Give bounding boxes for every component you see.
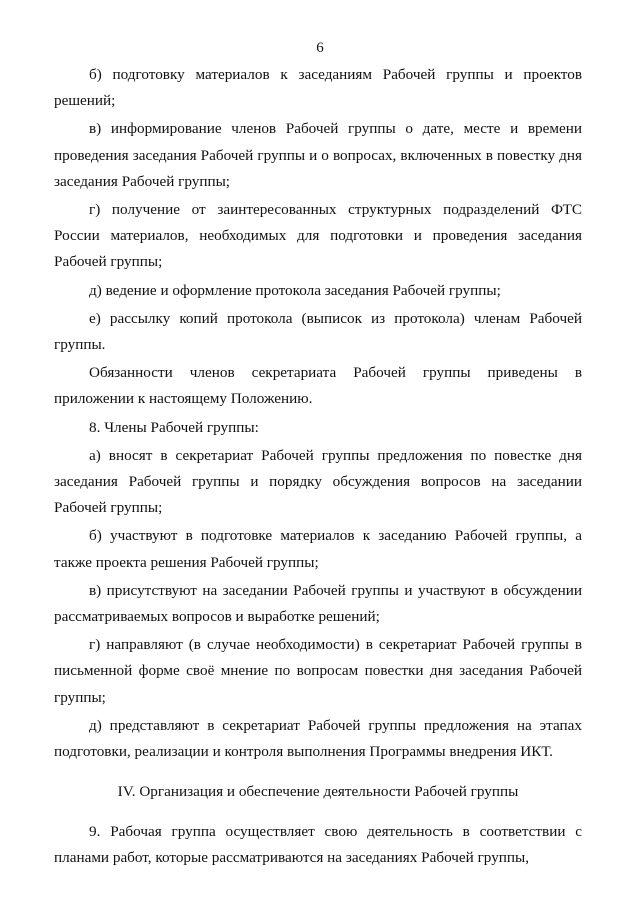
paragraph-8a: а) вносят в секретариат Рабочей группы предложения по повестке дня заседания Рабочей группы и порядку обсуждения вопросов на заседании Рабочей группы; [54,446,582,517]
page-number: 6 [316,40,324,56]
paragraph-7g: г) получение от заинтересованных структурных подразделений ФТС России материалов, необходимых для подготовки и проведения заседания Рабочей группы; [54,201,582,271]
paragraph-8d: д) представляют в секретариат Рабочей группы предложения на этапах подготовки, реализации и контроля выполнения Программы внедрения ИКТ. [54,716,582,761]
paragraph-7v: в) информирование членов Рабочей группы о дате, месте и времени проведения заседания Рабочей группы и о вопросах, включенных в повестку дня заседания Рабочей группы; [54,120,582,190]
paragraph-8v: в) присутствуют на заседании Рабочей группы и участвуют в обсуждении рассматриваемых вопросов и выработке решений; [54,581,582,626]
paragraph-8-heading: 8. Члены Рабочей группы: [89,418,259,436]
paragraph-secretariat-duties: Обязанности членов секретариата Рабочей группы приведены в приложении к настоящему Положению. [54,364,582,408]
paragraph-7b: б) подготовку материалов к заседаниям Рабочей группы и проектов решений; [54,66,582,110]
paragraph-8g: г) направляют (в случае необходимости) в секретариат Рабочей группы в письменной форме своё мнение по вопросам повестки дня заседания Рабочей группы; [54,636,582,706]
paragraph-8b: б) участвуют в подготовке материалов к заседанию Рабочей группы, а также проекта решения Рабочей группы; [54,527,582,571]
paragraph-9: 9. Рабочая группа осуществляет свою деятельность в соответствии с планами работ, которые рассматриваются на заседаниях Рабочей группы, [54,823,582,867]
paragraph-7e: е) рассылку копий протокола (выписок из протокола) членам Рабочей группы. [54,309,582,354]
paragraph-7d: д) ведение и оформление протокола заседания Рабочей группы; [89,281,501,299]
document-body [54,62,582,874]
section-heading: IV. Организация и обеспечение деятельности Рабочей группы [117,783,519,801]
